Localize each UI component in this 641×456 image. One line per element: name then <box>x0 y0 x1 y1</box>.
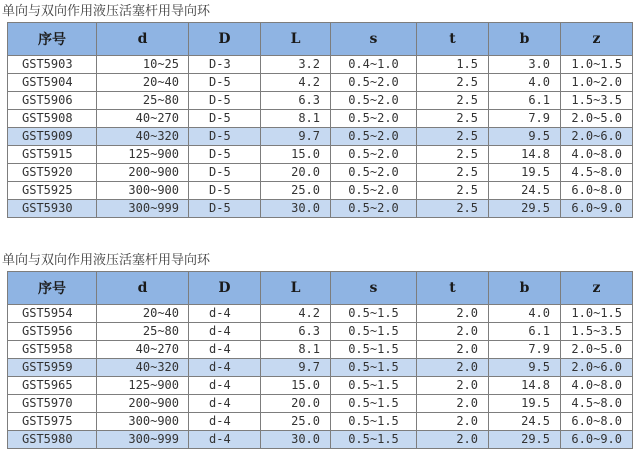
cell-b: 6.1 <box>489 92 561 110</box>
header-row <box>8 23 633 56</box>
table-row <box>8 74 633 92</box>
cell-D: d-4 <box>189 359 261 377</box>
cell-z: 6.0~9.0 <box>561 431 633 449</box>
cell-t: 2.5 <box>417 146 489 164</box>
cell-s: 0.5~2.0 <box>331 110 417 128</box>
cell-id: GST5908 <box>8 110 97 128</box>
cell-s: 0.5~2.0 <box>331 146 417 164</box>
table-1-caption: 单向与双向作用液压活塞杆用导向环 <box>2 4 211 19</box>
header-z: z <box>561 23 633 56</box>
cell-d: 20~40 <box>97 74 189 92</box>
header-L: L <box>261 272 331 305</box>
cell-b: 19.5 <box>489 395 561 413</box>
table-row <box>8 377 633 395</box>
cell-L: 30.0 <box>261 431 331 449</box>
cell-L: 20.0 <box>261 164 331 182</box>
cell-z: 2.0~6.0 <box>561 359 633 377</box>
cell-t: 2.5 <box>417 164 489 182</box>
cell-D: D-5 <box>189 92 261 110</box>
cell-D: D-5 <box>189 182 261 200</box>
cell-z: 4.0~8.0 <box>561 377 633 395</box>
cell-D: D-5 <box>189 200 261 218</box>
cell-L: 8.1 <box>261 341 331 359</box>
cell-t: 1.5 <box>417 56 489 74</box>
cell-s: 0.5~1.5 <box>331 431 417 449</box>
cell-L: 6.3 <box>261 92 331 110</box>
cell-b: 7.9 <box>489 110 561 128</box>
cell-id: GST5920 <box>8 164 97 182</box>
cell-s: 0.5~1.5 <box>331 377 417 395</box>
cell-s: 0.5~1.5 <box>331 395 417 413</box>
cell-id: GST5906 <box>8 92 97 110</box>
cell-z: 1.5~3.5 <box>561 323 633 341</box>
cell-b: 14.8 <box>489 377 561 395</box>
cell-t: 2.5 <box>417 74 489 92</box>
cell-D: D-5 <box>189 110 261 128</box>
cell-t: 2.0 <box>417 323 489 341</box>
header-D: D <box>189 23 261 56</box>
cell-L: 25.0 <box>261 182 331 200</box>
table-row <box>8 431 633 449</box>
cell-id: GST5954 <box>8 305 97 323</box>
table-row <box>8 395 633 413</box>
cell-b: 4.0 <box>489 305 561 323</box>
guide-ring-table-1 <box>7 22 633 218</box>
cell-b: 14.8 <box>489 146 561 164</box>
header-serial: 序号 <box>8 272 97 305</box>
cell-D: D-5 <box>189 146 261 164</box>
cell-z: 1.0~2.0 <box>561 74 633 92</box>
cell-s: 0.5~2.0 <box>331 200 417 218</box>
cell-id: GST5980 <box>8 431 97 449</box>
cell-t: 2.5 <box>417 128 489 146</box>
cell-z: 1.0~1.5 <box>561 305 633 323</box>
cell-d: 40~270 <box>97 110 189 128</box>
cell-d: 40~320 <box>97 128 189 146</box>
cell-z: 2.0~5.0 <box>561 341 633 359</box>
cell-t: 2.5 <box>417 182 489 200</box>
header-s: s <box>331 23 417 56</box>
cell-b: 6.1 <box>489 323 561 341</box>
cell-d: 125~900 <box>97 146 189 164</box>
cell-D: d-4 <box>189 341 261 359</box>
cell-z: 6.0~8.0 <box>561 413 633 431</box>
guide-ring-table-2 <box>7 271 633 449</box>
cell-L: 25.0 <box>261 413 331 431</box>
table-row <box>8 110 633 128</box>
cell-s: 0.5~1.5 <box>331 323 417 341</box>
header-b: b <box>489 23 561 56</box>
header-d: d <box>97 272 189 305</box>
cell-id: GST5904 <box>8 74 97 92</box>
table-row <box>8 164 633 182</box>
header-t: t <box>417 272 489 305</box>
cell-b: 9.5 <box>489 128 561 146</box>
cell-z: 4.5~8.0 <box>561 395 633 413</box>
cell-d: 300~999 <box>97 200 189 218</box>
cell-id: GST5959 <box>8 359 97 377</box>
table-row <box>8 92 633 110</box>
cell-d: 40~270 <box>97 341 189 359</box>
cell-t: 2.5 <box>417 92 489 110</box>
cell-D: d-4 <box>189 431 261 449</box>
cell-D: D-5 <box>189 74 261 92</box>
cell-D: D-3 <box>189 56 261 74</box>
cell-z: 1.5~3.5 <box>561 92 633 110</box>
cell-z: 2.0~6.0 <box>561 128 633 146</box>
cell-b: 7.9 <box>489 341 561 359</box>
header-serial: 序号 <box>8 23 97 56</box>
cell-z: 4.0~8.0 <box>561 146 633 164</box>
table-row <box>8 200 633 218</box>
table-row <box>8 182 633 200</box>
cell-t: 2.5 <box>417 110 489 128</box>
cell-s: 0.5~2.0 <box>331 128 417 146</box>
cell-L: 6.3 <box>261 323 331 341</box>
cell-L: 4.2 <box>261 305 331 323</box>
cell-z: 6.0~8.0 <box>561 182 633 200</box>
cell-id: GST5965 <box>8 377 97 395</box>
cell-z: 2.0~5.0 <box>561 110 633 128</box>
cell-t: 2.0 <box>417 431 489 449</box>
cell-L: 15.0 <box>261 377 331 395</box>
header-t: t <box>417 23 489 56</box>
cell-s: 0.5~1.5 <box>331 359 417 377</box>
header-s: s <box>331 272 417 305</box>
cell-L: 30.0 <box>261 200 331 218</box>
cell-id: GST5956 <box>8 323 97 341</box>
table-row <box>8 146 633 164</box>
header-D: D <box>189 272 261 305</box>
cell-id: GST5909 <box>8 128 97 146</box>
cell-d: 200~900 <box>97 164 189 182</box>
cell-D: d-4 <box>189 323 261 341</box>
cell-b: 24.5 <box>489 182 561 200</box>
cell-t: 2.0 <box>417 395 489 413</box>
cell-D: d-4 <box>189 305 261 323</box>
table-row <box>8 413 633 431</box>
cell-L: 3.2 <box>261 56 331 74</box>
cell-t: 2.0 <box>417 377 489 395</box>
table-row <box>8 323 633 341</box>
cell-D: D-5 <box>189 128 261 146</box>
cell-L: 9.7 <box>261 128 331 146</box>
header-d: d <box>97 23 189 56</box>
cell-id: GST5975 <box>8 413 97 431</box>
cell-s: 0.5~2.0 <box>331 164 417 182</box>
cell-d: 25~80 <box>97 323 189 341</box>
cell-z: 6.0~9.0 <box>561 200 633 218</box>
cell-d: 300~999 <box>97 431 189 449</box>
cell-s: 0.5~1.5 <box>331 413 417 431</box>
table-row <box>8 305 633 323</box>
table-2-caption: 单向与双向作用液压活塞杆用导向环 <box>2 253 211 268</box>
cell-s: 0.5~1.5 <box>331 305 417 323</box>
cell-d: 25~80 <box>97 92 189 110</box>
cell-D: D-5 <box>189 164 261 182</box>
cell-b: 4.0 <box>489 74 561 92</box>
cell-s: 0.5~2.0 <box>331 92 417 110</box>
table-row <box>8 341 633 359</box>
table-row <box>8 56 633 74</box>
cell-d: 300~900 <box>97 413 189 431</box>
cell-id: GST5925 <box>8 182 97 200</box>
cell-D: d-4 <box>189 377 261 395</box>
cell-b: 29.5 <box>489 200 561 218</box>
cell-L: 8.1 <box>261 110 331 128</box>
cell-t: 2.5 <box>417 200 489 218</box>
cell-d: 125~900 <box>97 377 189 395</box>
cell-t: 2.0 <box>417 359 489 377</box>
cell-s: 0.4~1.0 <box>331 56 417 74</box>
cell-id: GST5930 <box>8 200 97 218</box>
cell-id: GST5903 <box>8 56 97 74</box>
cell-s: 0.5~2.0 <box>331 74 417 92</box>
header-z: z <box>561 272 633 305</box>
cell-b: 29.5 <box>489 431 561 449</box>
cell-d: 20~40 <box>97 305 189 323</box>
cell-d: 40~320 <box>97 359 189 377</box>
cell-id: GST5915 <box>8 146 97 164</box>
table-row <box>8 359 633 377</box>
header-L: L <box>261 23 331 56</box>
cell-t: 2.0 <box>417 413 489 431</box>
cell-L: 15.0 <box>261 146 331 164</box>
cell-s: 0.5~1.5 <box>331 341 417 359</box>
table-row <box>8 128 633 146</box>
header-row <box>8 272 633 305</box>
cell-D: d-4 <box>189 395 261 413</box>
cell-d: 300~900 <box>97 182 189 200</box>
header-b: b <box>489 272 561 305</box>
cell-b: 3.0 <box>489 56 561 74</box>
cell-L: 4.2 <box>261 74 331 92</box>
cell-D: d-4 <box>189 413 261 431</box>
cell-L: 9.7 <box>261 359 331 377</box>
cell-t: 2.0 <box>417 341 489 359</box>
cell-id: GST5970 <box>8 395 97 413</box>
cell-b: 24.5 <box>489 413 561 431</box>
cell-t: 2.0 <box>417 305 489 323</box>
cell-z: 4.5~8.0 <box>561 164 633 182</box>
cell-s: 0.5~2.0 <box>331 182 417 200</box>
cell-L: 20.0 <box>261 395 331 413</box>
cell-id: GST5958 <box>8 341 97 359</box>
cell-d: 10~25 <box>97 56 189 74</box>
cell-z: 1.0~1.5 <box>561 56 633 74</box>
cell-d: 200~900 <box>97 395 189 413</box>
cell-b: 19.5 <box>489 164 561 182</box>
cell-b: 9.5 <box>489 359 561 377</box>
